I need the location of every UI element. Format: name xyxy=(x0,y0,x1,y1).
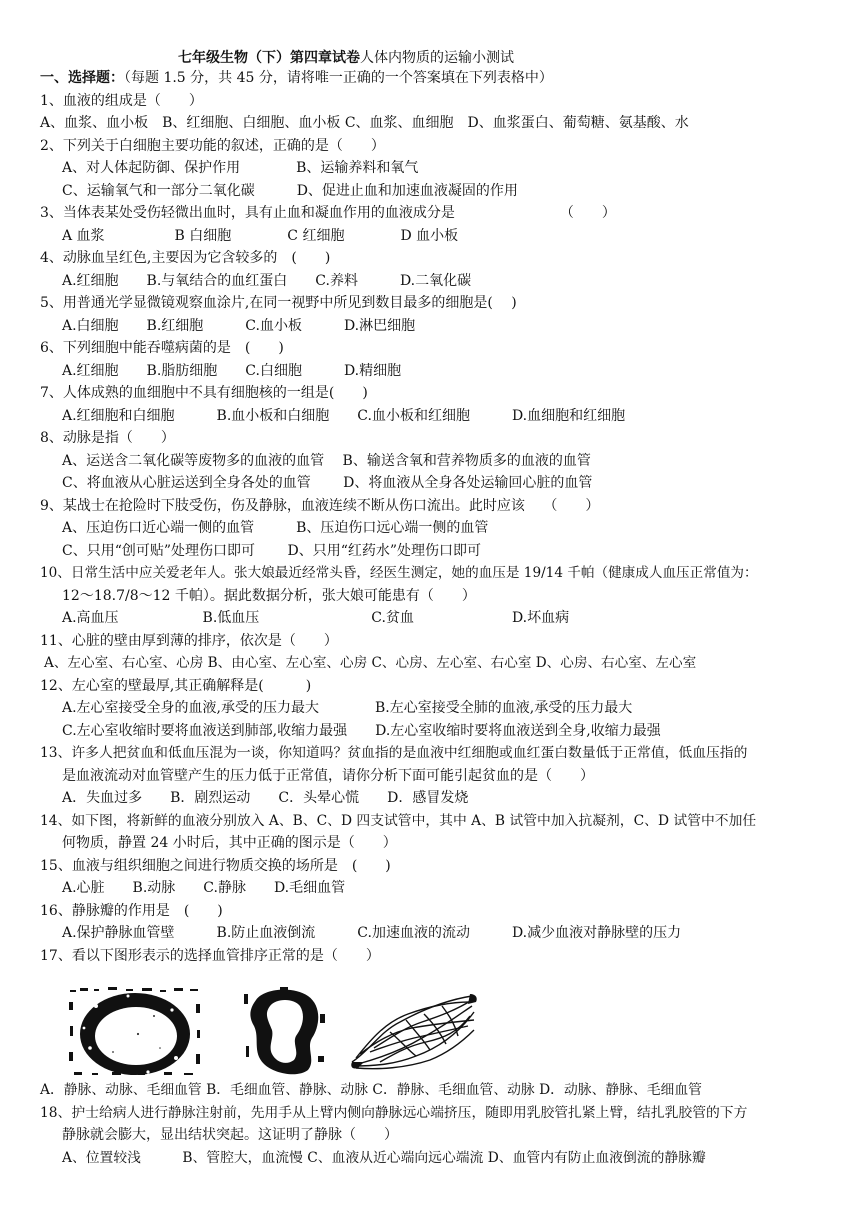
question-17-options: A．静脉、动脉、毛细血管 B．毛细血管、静脉、动脉 C．静脉、毛细血管、动脉 D．动脉、静脉、毛细血管 xyxy=(40,1082,702,1098)
question-8: 8、动脉是指（ ） xyxy=(40,430,175,446)
question-7-options: A.红细胞和白细胞 B.血小板和白细胞 C.血小板和红细胞 D.血细胞和红细胞 xyxy=(62,408,626,424)
question-6-options: A.红细胞 B.脂肪细胞 C.白细胞 D.精细胞 xyxy=(62,363,402,379)
question-18-cont: 静脉就会膨大，显出结状突起。这证明了静脉（ ） xyxy=(62,1127,398,1143)
question-13: 13、许多人把贫血和低血压混为一谈，你知道吗？贫血指的是血液中红细胞或血红蛋白数量低于正常值，低血压指的 xyxy=(40,745,748,761)
question-6: 6、下列细胞中能吞噬病菌的是 ( ) xyxy=(40,340,284,356)
question-3: 3、当体表某处受伤轻微出血时，具有止血和凝血作用的血液成分是 （ ） xyxy=(40,205,616,221)
question-12-options: A.左心室接受全身的血液,承受的压力最大 B.左心室接受全肺的血液,承受的压力最大 xyxy=(62,700,633,716)
question-2: 2、下列关于白细胞主要功能的叙述，正确的是（ ） xyxy=(40,138,385,154)
question-9-options: A、压迫伤口近心端一侧的血管 B、压迫伤口远心端一侧的血管 xyxy=(62,520,489,536)
vessel-figures xyxy=(60,984,520,1080)
page-title xyxy=(178,48,514,68)
question-1-options: A、血浆、血小板 B、红细胞、白细胞、血小板 C、血浆、血细胞 D、血浆蛋白、葡萄糖、氨基酸、水 xyxy=(40,115,689,131)
question-1: 1、血液的组成是（ ） xyxy=(40,93,203,109)
question-2-options: C、运输氧气和一部分二氧化碳 D、促进止血和加速血液凝固的作用 xyxy=(62,183,518,199)
question-11: 11、心脏的壁由厚到薄的排序，依次是（ ） xyxy=(40,633,338,649)
question-14: 14、如下图，将新鲜的血液分别放入 A、B、C、D 四支试管中，其中 A、B 试管中加入抗凝剂，C、D 试管中不加任 xyxy=(40,813,757,829)
title-bold: 七年级生物（下）第四章试卷 xyxy=(178,50,360,66)
question-3-options: A 血浆 B 白细胞 C 红细胞 D 血小板 xyxy=(62,228,459,244)
question-9-options: C、只用“创可贴”处理伤口即可 D、只用“红药水”处理伤口即可 xyxy=(62,543,482,559)
question-18-options: A、位置较浅 B、管腔大，血流慢 C、血液从近心端向远心端流 D、血管内有防止血液倒流的静脉瓣 xyxy=(62,1150,706,1166)
question-17: 17、看以下图形表示的选择血管排序正常的是（ ） xyxy=(40,948,380,964)
question-11-options: A、左心室、右心室、心房 B、由心室、左心室、心房 C、心房、左心室、右心室 D、心房、右心室、左心室 xyxy=(44,655,697,671)
question-10-cont: 12～18.7/8～12 千帕）。据此数据分析，张大娘可能患有（ ） xyxy=(62,588,476,604)
vessel-figure-2 xyxy=(242,986,328,1076)
question-16: 16、静脉瓣的作用是 ( ) xyxy=(40,903,223,919)
vessel-figure-3 xyxy=(350,992,478,1072)
question-13-options: A．失血过多 B．剧烈运动 C．头晕心慌 D．感冒发烧 xyxy=(62,790,469,806)
question-15-options: A.心脏 B.动脉 C.静脉 D.毛细血管 xyxy=(62,880,346,896)
question-10: 10、日常生活中应关爱老年人。张大娘最近经常头昏，经医生测定，她的血压是 19/14 千帕（健康成人血压正常值为： xyxy=(40,565,758,581)
question-10-options: A.高血压 B.低血压 C.贫血 D.坏血病 xyxy=(62,610,570,626)
question-14-cont: 何物质，静置 24 小时后，其中正确的图示是（ ） xyxy=(62,835,397,851)
question-12-options: C.左心室收缩时要将血液送到肺部,收缩力最强 D.左心室收缩时要将血液送到全身,收缩力最强 xyxy=(62,723,661,739)
question-13-cont: 是血液流动对血管壁产生的压力低于正常值，请你分析下面可能引起贫血的是（ ） xyxy=(62,768,594,784)
question-8-options: C、将血液从心脏运送到全身各处的血管 D、将血液从全身各处运输回心脏的血管 xyxy=(62,475,593,491)
question-2-options: A、对人体起防御、保护作用 B、运输养料和氧气 xyxy=(62,160,419,176)
question-5-options: A.白细胞 B.红细胞 C.血小板 D.淋巴细胞 xyxy=(62,318,416,334)
question-12: 12、左心室的壁最厚,其正确解释是( ) xyxy=(40,678,312,694)
question-4: 4、动脉血呈红色,主要因为它含较多的 ( ) xyxy=(40,250,331,266)
question-7: 7、人体成熟的血细胞中不具有细胞核的一组是( ) xyxy=(40,385,368,401)
question-8-options: A、运送含二氧化碳等废物多的血液的血管 B、输送含氧和营养物质多的血液的血管 xyxy=(62,453,591,469)
question-5: 5、用普通光学显微镜观察血涂片,在同一视野中所见到数目最多的细胞是( ) xyxy=(40,295,517,311)
question-9: 9、某战士在抢险时下肢受伤，伤及静脉，血液连续不断从伤口流出。此时应该 （ ） xyxy=(40,498,600,514)
section-head: 一、选择题： xyxy=(40,70,124,86)
question-18: 18、护士给病人进行静脉注射前，先用手从上臂内侧向静脉远心端挤压，随即用乳胶管扎紧上臂，结扎乳胶管的下方 xyxy=(40,1105,748,1121)
title-rest: 人体内物质的运输小测试 xyxy=(360,50,514,66)
question-4-options: A.红细胞 B.与氧结合的血红蛋白 C.养料 D.二氧化碳 xyxy=(62,273,472,289)
vessel-figure-1 xyxy=(68,986,202,1078)
section-header xyxy=(40,68,553,88)
section-note: （每题 1.5 分，共 45 分，请将唯一正确的一个答案填在下列表格中） xyxy=(124,70,553,86)
question-15: 15、血液与组织细胞之间进行物质交换的场所是 ( ) xyxy=(40,858,391,874)
question-16-options: A.保护静脉血管壁 B.防止血液倒流 C.加速血液的流动 D.减少血液对静脉壁的压力 xyxy=(62,925,682,941)
